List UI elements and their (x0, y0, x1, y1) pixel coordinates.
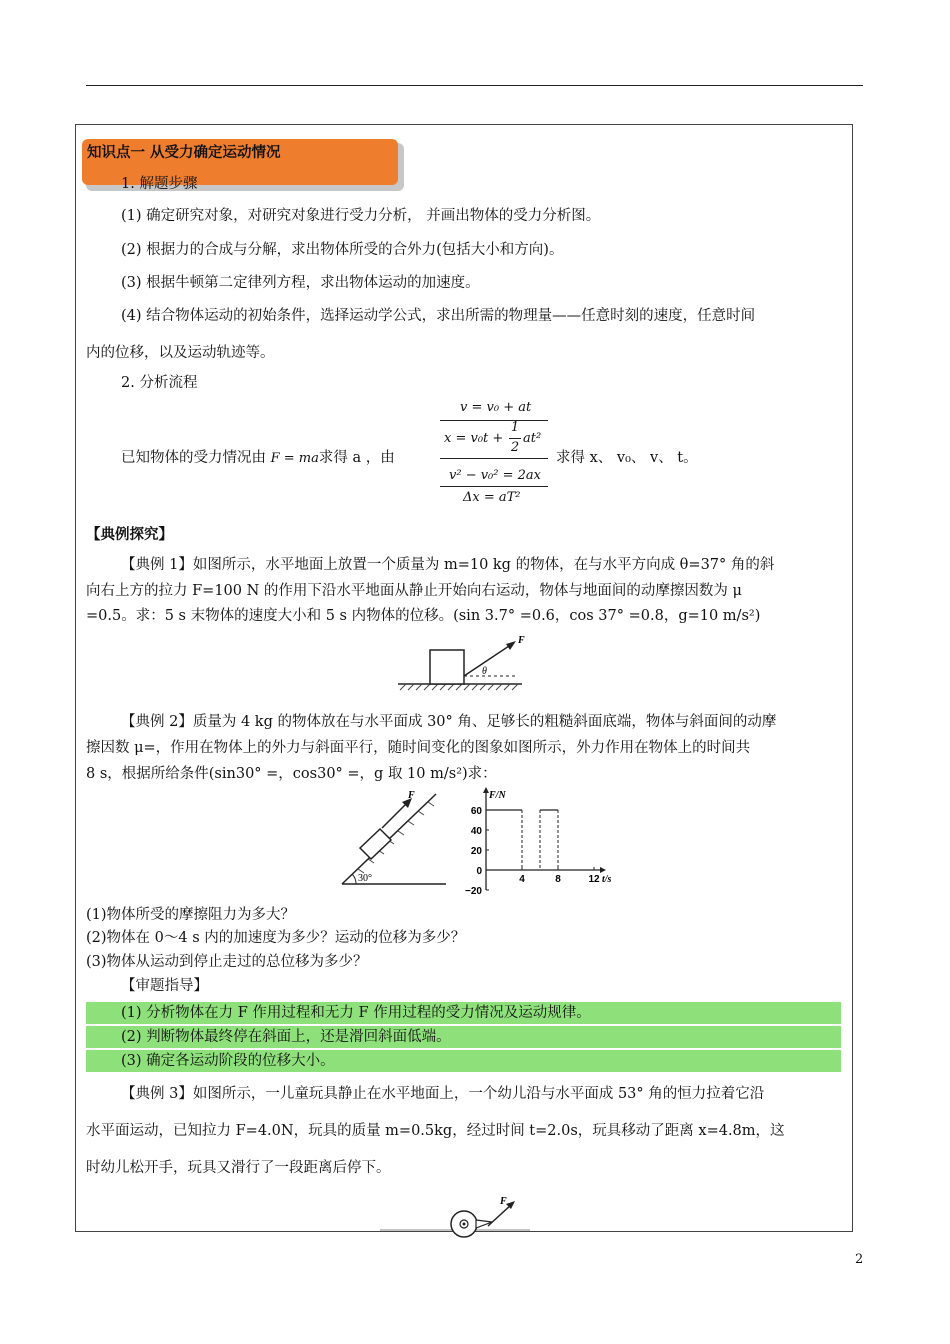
formula-rule-3 (440, 486, 548, 487)
toy-force-arrow (488, 1204, 512, 1226)
figure-incline (338, 788, 450, 888)
examples-heading: 【典例探究】 (86, 526, 173, 543)
ex1-line-3: =0.5。求：5 s 末物体的速度大小和 5 s 内物体的位移。(sin 3.7° =0.6，cos 37° =0.8，g=10 m/s²) (86, 608, 761, 624)
flow-mid: 求得 a ，由 (318, 450, 395, 466)
force-label: F (518, 635, 525, 646)
formula-frac-bar (509, 438, 521, 439)
y-tick-label: 40 (470, 826, 482, 837)
ex2-line-2: 擦因数 μ=，作用在物体上的外力与斜面平行，随时间变化的图象如图所示，外力作用在物体上的时间共 (86, 740, 751, 756)
incline-angle-arc (352, 874, 356, 884)
guide-3: (3) 确定各运动阶段的位移大小。 (121, 1053, 335, 1069)
formula-x-right: at² (523, 431, 542, 446)
incline-force-label: F (408, 790, 415, 801)
step-heading: 1. 解题步骤 (121, 176, 198, 192)
block (430, 650, 464, 684)
ex3-line-1: 【典例 3】如图所示，一儿童玩具静止在水平地面上，一个幼儿沿与水平面成 53° 角的恒力拉着它沿 (121, 1086, 765, 1102)
x-tick-label: 12 (588, 874, 600, 885)
guide-1: (1) 分析物体在力 F 作用过程和无力 F 作用过程的受力情况及运动规律。 (121, 1005, 591, 1021)
formula-rule-2 (440, 458, 548, 459)
angle-label: θ (482, 666, 487, 677)
step-2: (2) 根据力的合成与分解，求出物体所受的合外力(包括大小和方向)。 (121, 242, 564, 258)
y-axis-label: F/N (489, 790, 506, 801)
x-tick-label: 4 (519, 874, 525, 885)
question-3: (3)物体从运动到停止走过的总位移为多少？ (86, 954, 368, 970)
guide-heading: 【审题指导】 (121, 978, 208, 994)
step-4-cont: 内的位移，以及运动轨迹等。 (86, 345, 275, 361)
incline-angle-label: 30° (358, 873, 372, 884)
force-time-chart (456, 784, 612, 897)
force-arrow (464, 644, 512, 676)
force-arrowhead (506, 641, 516, 650)
formula-v2: v² − v₀² = 2ax (449, 468, 541, 483)
ex2-line-3: 8 s，根据所给条件(sin30° =，cos30° =，g 取 10 m/s²)求： (86, 766, 497, 782)
y-tick-label: 0 (476, 866, 482, 877)
flow-right: 求得 x、 v₀、 v、 t。 (556, 450, 698, 466)
guide-2: (2) 判断物体最终停在斜面上，还是滑回斜面低端。 (121, 1029, 451, 1045)
flow-heading: 2. 分析流程 (121, 375, 198, 391)
formula-v: v = v₀ + at (460, 400, 532, 415)
ground-hatch (400, 684, 518, 690)
formula-frac-num: 1 (510, 420, 520, 435)
step-3: (3) 根据牛顿第二定律列方程，求出物体运动的加速度。 (121, 275, 480, 291)
figure-toy (380, 1192, 530, 1232)
toy-pupil (463, 1223, 466, 1226)
y-tick-label: −20 (465, 886, 482, 897)
header-rule (86, 85, 863, 86)
step-1: (1) 确定研究对象，对研究对象进行受力分析， 并画出物体的受力分析图。 (121, 208, 601, 224)
step-4: (4) 结合物体运动的初始条件，选择运动学公式，求出所需的物理量——任意时刻的速度，任意时间 (121, 308, 756, 324)
ex1-line-2: 向右上方的拉力 F=100 N 的作用下沿水平地面从静止开始向右运动，物体与地面间的动摩擦因数为 μ (86, 583, 742, 599)
flow-eq: F = ma (270, 451, 319, 466)
y-tick-label: 20 (470, 846, 482, 857)
x-tick-label: 8 (555, 874, 561, 885)
ex1-line-1: 【典例 1】如图所示，水平地面上放置一个质量为 m=10 kg 的物体，在与水平方向成 θ=37° 角的斜 (121, 557, 775, 573)
ex3-line-2: 水平面运动，已知拉力 F=4.0N，玩具的质量 m=0.5kg，经过时间 t=2.0s，玩具移动了距离 x=4.8m，这 (86, 1123, 785, 1139)
x-axis-arrow (600, 867, 606, 873)
incline-hatch (358, 802, 434, 873)
figure-block-pull (390, 628, 560, 694)
ex2-line-1: 【典例 2】质量为 4 kg 的物体放在与水平面成 30° 角、足够长的粗糙斜面底端，物体与斜面间的动摩 (121, 714, 777, 730)
question-2: (2)物体在 0～4 s 内的加速度为多少？运动的位移为多少？ (86, 930, 466, 946)
formula-x-left: x = v₀t + (444, 431, 504, 446)
formula-dx: Δx = aT² (463, 490, 521, 505)
section-title: 知识点一 从受力确定运动情况 (87, 145, 281, 161)
formula-rule-1 (440, 420, 548, 421)
toy-force-label: F (500, 1196, 507, 1207)
formula-frac-den: 2 (510, 440, 520, 455)
incline-block (360, 829, 391, 859)
flow-line (121, 448, 395, 469)
ex3-line-3: 时幼儿松开手，玩具又滑行了一段距离后停下。 (86, 1160, 391, 1176)
question-1: (1)物体所受的摩擦阻力为多大？ (86, 907, 296, 923)
x-axis-label: t/s (602, 874, 612, 885)
page-number: 2 (855, 1252, 864, 1267)
y-tick-label: 60 (470, 806, 482, 817)
flow-left: 已知物体的受力情况由 (121, 450, 266, 466)
